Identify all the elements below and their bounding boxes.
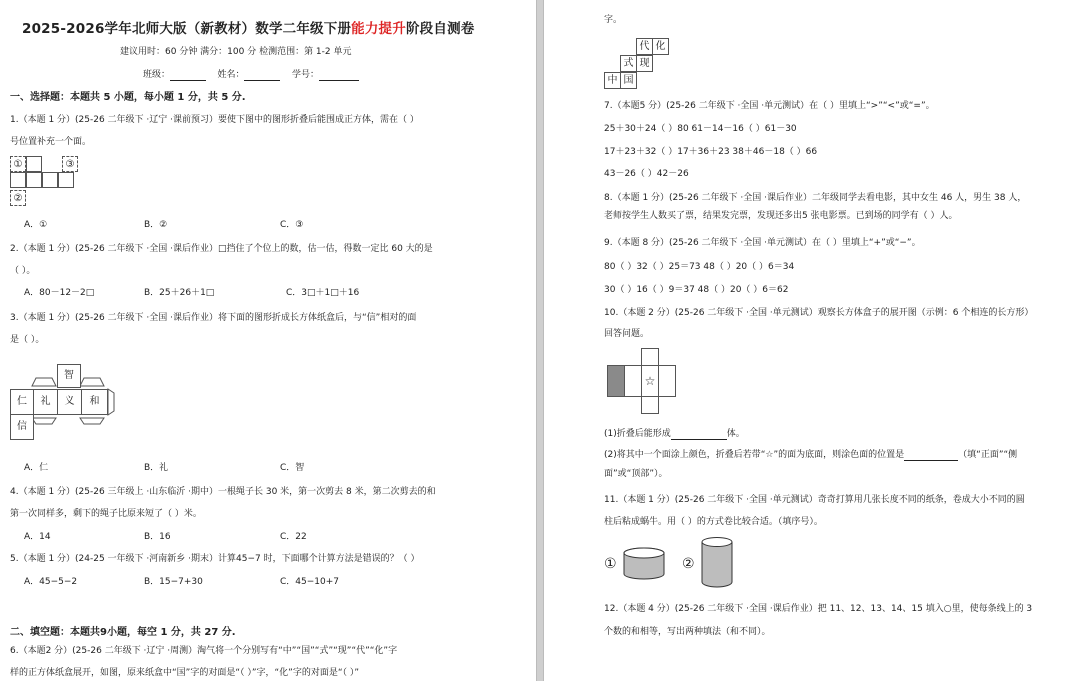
q11-cylinder-tall [700, 536, 734, 590]
student-info [143, 69, 359, 81]
q11-text: 11.（本题 1 分）(25-26 二年级下 ·全国 ·单元测试）奇奇打算用几张长度不同的纸条，卷成大小不同的圆 [604, 495, 1025, 505]
q3-face-bottom: 信 [10, 414, 34, 440]
q10-part-2: (2)将其中一个面涂上颜色，折叠后若带“☆”的面为底面，则涂色面的位置是 （填“正面”“侧 [604, 450, 1018, 460]
q6-face: 代 [636, 38, 653, 55]
q3-text-2: 是（ ）。 [10, 335, 45, 345]
q3-option-b[interactable]: B．礼 [144, 463, 169, 473]
q7-row-3: 43－26（ ）42－26 [604, 169, 689, 179]
q5-option-c[interactable]: C．45−10+7 [280, 577, 339, 587]
q1-option-b[interactable]: B．② [144, 220, 168, 230]
title-tail: 阶段自测卷 [405, 21, 475, 37]
q4-option-c[interactable]: C．22 [280, 532, 307, 542]
q10-text-2: 回答问题。 [604, 329, 650, 339]
q11-text-2: 柱后粘成蜗牛。用（ ）的方式卷比较合适。（填序号）。 [604, 517, 823, 527]
q2-text-2: （ ）。 [10, 266, 36, 276]
page-left [0, 0, 536, 681]
q3-option-a[interactable]: A．仁 [24, 463, 49, 473]
q4-option-a[interactable]: A．14 [24, 532, 51, 542]
q11-cylinder-short [622, 546, 666, 582]
q2-option-b[interactable]: B．25＋26＋1□ [144, 288, 215, 298]
q3-option-c[interactable]: C．智 [280, 463, 305, 473]
q10-face [624, 365, 642, 397]
title-main: 2025-2026学年北师大版（新教材）数学二年级下册 [22, 21, 352, 37]
q4-text: 4.（本题 1 分）(25-26 三年级上 ·山东临沂 ·期中）一根绳子长 30 米，第一次剪去 8 米，第二次剪去的和 [10, 487, 436, 497]
q1-text: 1.（本题 1 分）(25-26 二年级下 ·辽宁 ·课前预习）要使下图中的图形折叠后能围成正方体，需在（ ） [10, 115, 419, 125]
q6-text-continued: 字。 [604, 15, 623, 25]
q10-text: 10.（本题 2 分）(25-26 二年级下 ·全国 ·单元测试）观察长方体盒子的展开图（示例：6 个相连的长方形） [604, 308, 1034, 318]
q10-part-1: (1)折叠后能形成 体。 [604, 429, 745, 439]
q3-face: 义 [57, 389, 82, 415]
q10-answer-2[interactable] [904, 460, 958, 461]
q7-text: 7.（本题5 分）(25-26 二年级下 ·全国 ·单元测试）在（ ）里填上“>”“<”或“=”。 [604, 101, 935, 111]
q9-row-2: 30（ ）16（ ）9＝37 48（ ）20（ ）6＝62 [604, 285, 789, 295]
q3-face: 和 [81, 389, 108, 415]
star-icon: ☆ [644, 374, 656, 388]
q3-face: 仁 [10, 389, 34, 415]
q3-face: 礼 [33, 389, 58, 415]
q5-option-a[interactable]: A．45−5−2 [24, 577, 78, 587]
q1-slot-2: ② [10, 190, 26, 206]
q10-face-bottom [641, 396, 659, 414]
q5-text: 5.（本题 1 分）(24-25 一年级下 ·河南新乡 ·期末）计算45−7 时，下面哪个计算方法是错误的？（ ） [10, 554, 420, 564]
q8-text-2: 老师按学生人数买了票，结果发完票，发现还多出5 张电影票。已到场的同学有（ ）人。 [604, 211, 958, 221]
q8-text: 8.（本题 1 分）(25-26 二年级下 ·全国 ·课后作业）二年级同学去看电影，其中女生 46 人，男生 38 人， [604, 193, 1027, 203]
q2-option-c[interactable]: C．3□＋1□＋16 [286, 288, 360, 298]
q10-face-top [641, 348, 659, 366]
q10-answer-1[interactable] [671, 439, 727, 440]
q10-face-shaded [607, 365, 625, 397]
q6-face: 现 [636, 55, 653, 72]
name-field[interactable] [244, 80, 280, 81]
q9-row-1: 80（ ）32（ ）25＝73 48（ ）20（ ）6＝34 [604, 262, 795, 272]
q6-face: 中 [604, 72, 621, 89]
q11-mark-2: ② [682, 556, 695, 572]
q6-face: 化 [652, 38, 669, 55]
exam-meta: 建议用时：60 分钟 满分：100 分 检测范围：第 1-2 单元 [120, 47, 352, 57]
q6-text: 6.（本题2 分）(25-26 二年级下 ·辽宁 ·周测）淘气将一个分别写有“中”“国”“式”“现”“代”“化”字 [10, 646, 398, 656]
q4-text-2: 第一次同样多，剩下的绳子比原来短了（ ）米。 [10, 509, 202, 519]
q12-text: 12.（本题 4 分）(25-26 二年级下 ·全国 ·课后作业）把 11、12、13、14、15 填入○里，使每条线上的 3 [604, 604, 1033, 614]
q6-text-2: 样的正方体纸盒展开，如图，原来纸盒中“国”字的对面是“（ ）”字，“化”字的对面是“（ ）” [10, 668, 360, 678]
section-fill-heading: 二、填空题：本题共9小题，每空 1 分，共 27 分. [10, 627, 236, 638]
q11-mark-1: ① [604, 556, 617, 572]
q1-slot-3: ③ [62, 156, 78, 172]
q12-text-2: 个数的和相等，写出两种填法（和不同）。 [604, 627, 771, 637]
q6-face: 式 [620, 55, 637, 72]
q10-face-star [641, 365, 659, 397]
q9-text: 9.（本题 8 分）(25-26 二年级下 ·全国 ·单元测试）在（ ）里填上“+”或“−”。 [604, 238, 921, 248]
id-label: 学号： [291, 70, 319, 80]
title-highlight: 能力提升 [351, 21, 406, 37]
class-field[interactable] [170, 80, 206, 81]
q6-face: 国 [620, 72, 637, 89]
page-right [544, 0, 1080, 681]
q1-option-a[interactable]: A．① [24, 220, 48, 230]
q2-option-a[interactable]: A．80－12－2□ [24, 288, 95, 298]
q3-face-top: 智 [57, 364, 81, 388]
id-field[interactable] [319, 80, 359, 81]
q7-row-2: 17＋23＋32（ ）17＋36＋23 38＋46－18（ ）66 [604, 147, 818, 157]
q10-part-2-cont: 面”或“顶部”）。 [604, 469, 668, 479]
q2-text: 2.（本题 1 分）(25-26 二年级下 ·全国 ·课后作业）□挡住了个位上的数，估一估，得数一定比 60 大的是 [10, 244, 433, 254]
q1-slot-1: ① [10, 156, 26, 172]
q5-option-b[interactable]: B．15−7+30 [144, 577, 203, 587]
q4-option-b[interactable]: B．16 [144, 532, 171, 542]
class-label: 班级： [143, 70, 171, 80]
name-label: 姓名： [217, 70, 245, 80]
q7-row-1: 25＋30＋24（ ）80 61－14－16（ ）61－30 [604, 124, 797, 134]
page-gutter [536, 0, 544, 681]
q1-option-c[interactable]: C．③ [280, 220, 304, 230]
q1-text-2: 号位置补充一个面。 [10, 137, 92, 147]
section-choice-heading: 一、选择题：本题共 5 小题，每小题 1 分，共 5 分. [10, 92, 246, 103]
q3-text: 3.（本题 1 分）(25-26 二年级下 ·全国 ·课后作业）将下面的图形折成长方体纸盒后，与“信”相对的面 [10, 313, 417, 323]
q10-face [658, 365, 676, 397]
